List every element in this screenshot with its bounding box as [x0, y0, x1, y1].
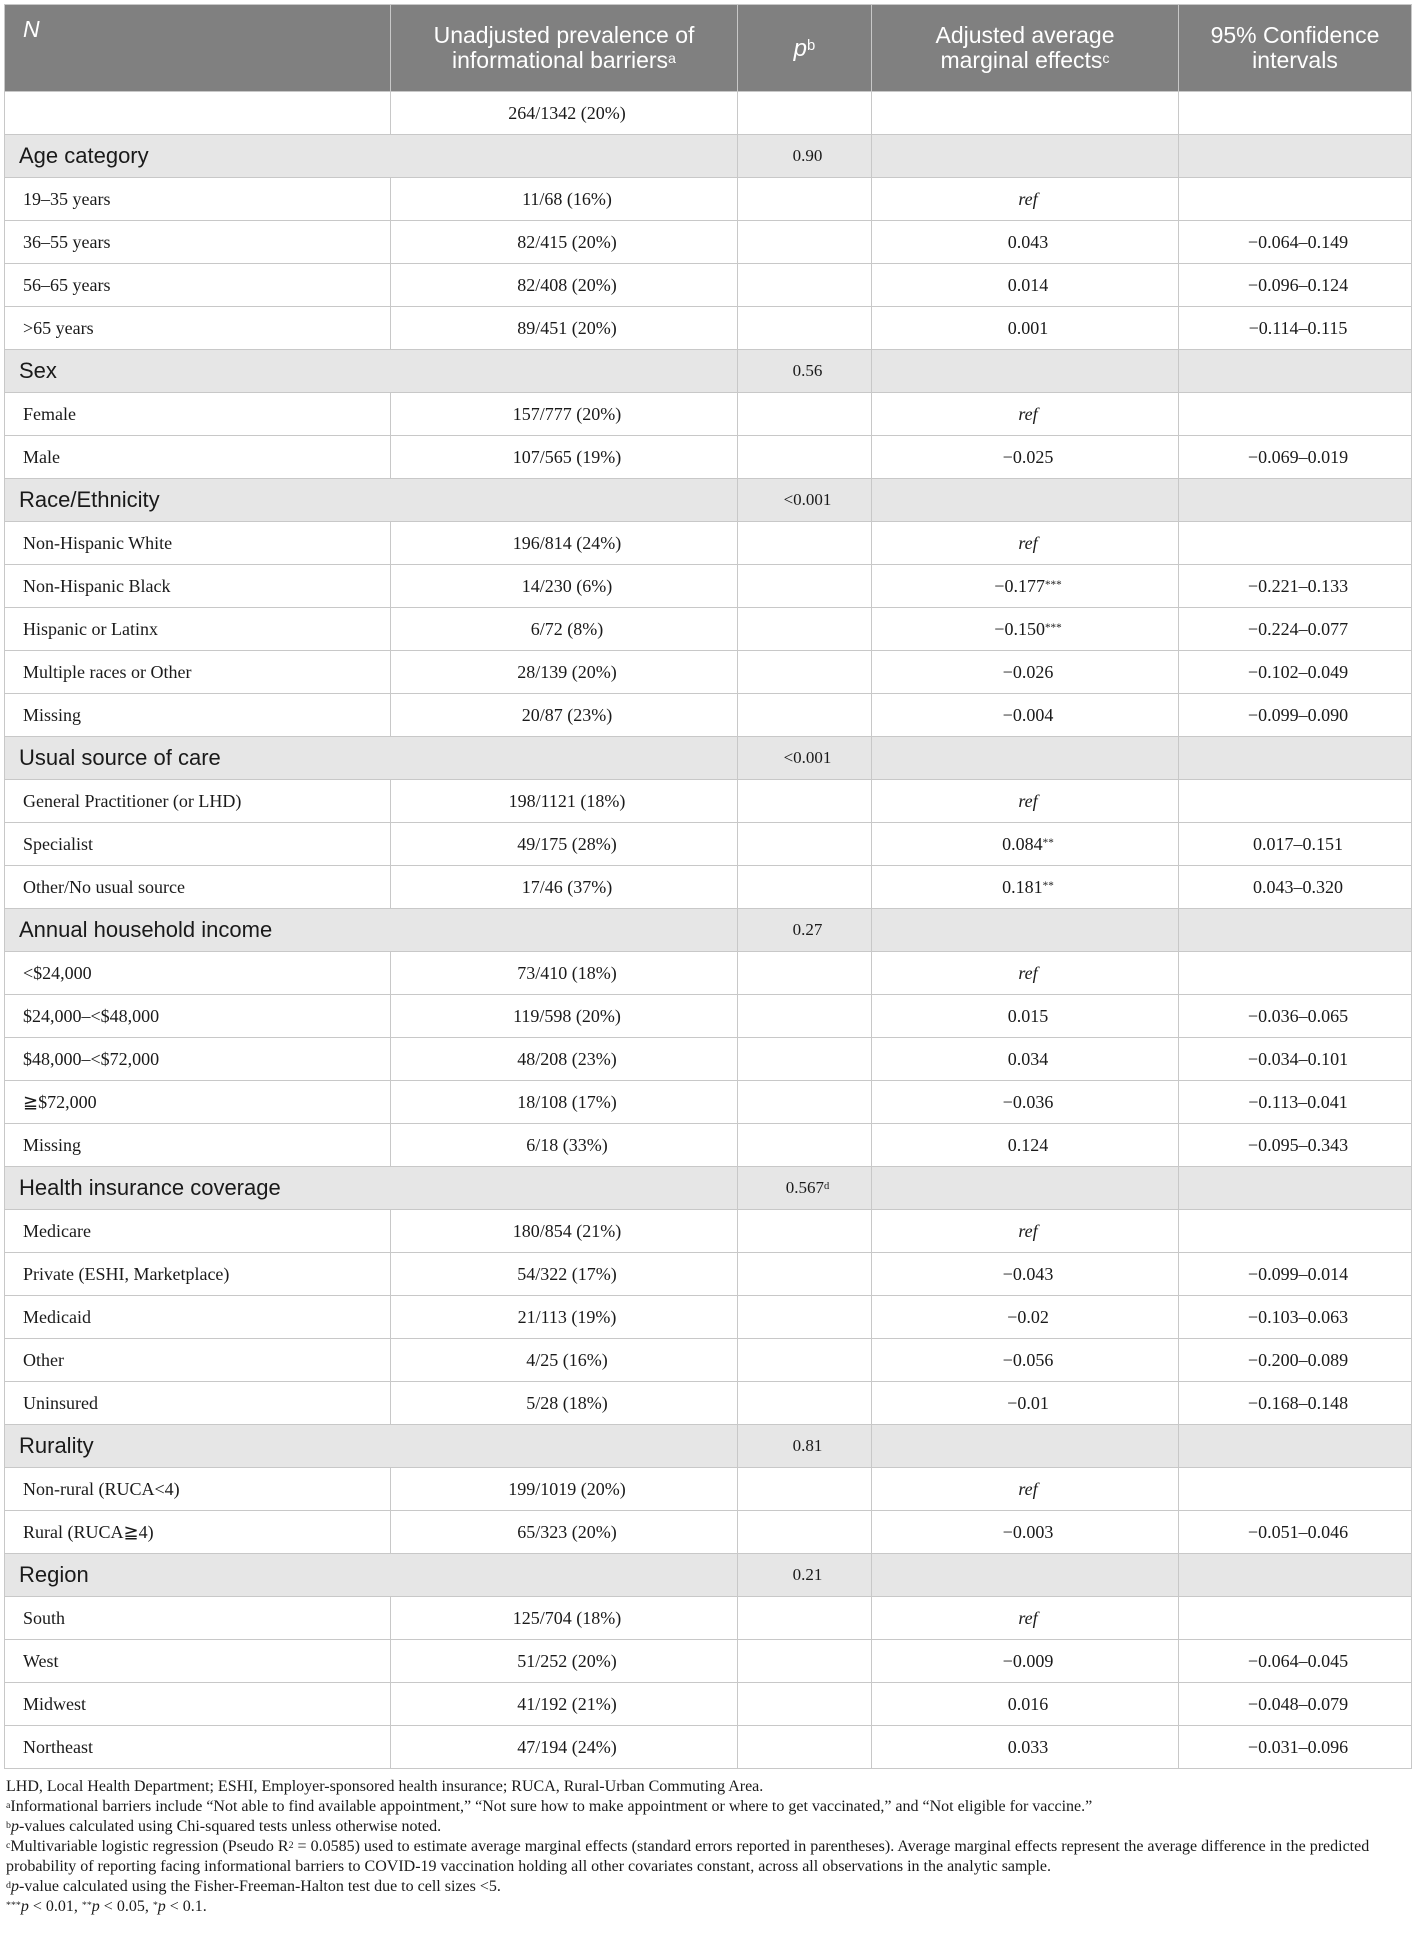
row-marginal-effect: −0.056	[872, 1339, 1179, 1382]
row-p-empty	[738, 694, 872, 737]
row-prevalence: 73/410 (18%)	[391, 952, 738, 995]
section-empty-cell	[1179, 1425, 1412, 1468]
row-label: Missing	[5, 694, 391, 737]
row-confidence-interval: −0.096–0.124	[1179, 264, 1412, 307]
section-header-row	[5, 1554, 1412, 1597]
table-row	[5, 307, 1412, 350]
row-confidence-interval: −0.114–0.115	[1179, 307, 1412, 350]
row-label: Northeast	[5, 1726, 391, 1769]
row-prevalence: 196/814 (24%)	[391, 522, 738, 565]
section-empty-cell	[1179, 909, 1412, 952]
row-label: West	[5, 1640, 391, 1683]
row-prevalence: 6/72 (8%)	[391, 608, 738, 651]
row-marginal-effect: −0.01	[872, 1382, 1179, 1425]
section-header-row	[5, 479, 1412, 522]
header-ci: 95% Confidence intervals	[1179, 5, 1412, 92]
row-label: Other	[5, 1339, 391, 1382]
row-confidence-interval: −0.221–0.133	[1179, 565, 1412, 608]
row-prevalence: 17/46 (37%)	[391, 866, 738, 909]
table-row	[5, 1511, 1412, 1554]
section-title: Race/Ethnicity	[5, 479, 738, 522]
row-confidence-interval	[1179, 393, 1412, 436]
table-row	[5, 393, 1412, 436]
footnote-abbrev: LHD, Local Health Department; ESHI, Employer-sponsored health insurance; RUCA, Rural-Urban Commuting Area.	[6, 1778, 764, 1795]
row-confidence-interval	[1179, 780, 1412, 823]
row-prevalence: 21/113 (19%)	[391, 1296, 738, 1339]
row-p-empty	[738, 1038, 872, 1081]
section-header-row	[5, 1167, 1412, 1210]
row-prevalence: 199/1019 (20%)	[391, 1468, 738, 1511]
row-prevalence: 157/777 (20%)	[391, 393, 738, 436]
row-prevalence: 180/854 (21%)	[391, 1210, 738, 1253]
row-prevalence: 54/322 (17%)	[391, 1253, 738, 1296]
row-marginal-effect: −0.043	[872, 1253, 1179, 1296]
table-row	[5, 178, 1412, 221]
row-label: $24,000–<$48,000	[5, 995, 391, 1038]
row-label: General Practitioner (or LHD)	[5, 780, 391, 823]
row-marginal-effect: −0.004	[872, 694, 1179, 737]
section-p-value: 0.567$^d$	[738, 1167, 872, 1210]
row-label: Non-rural (RUCA<4)	[5, 1468, 391, 1511]
total-ame	[872, 92, 1179, 135]
row-confidence-interval	[1179, 952, 1412, 995]
row-p-empty	[738, 1382, 872, 1425]
section-title: Sex	[5, 350, 738, 393]
row-p-empty	[738, 565, 872, 608]
row-marginal-effect: ref	[872, 1597, 1179, 1640]
header-row	[5, 5, 1412, 92]
section-empty-cell	[1179, 1554, 1412, 1597]
row-confidence-interval: −0.200–0.089	[1179, 1339, 1412, 1382]
row-marginal-effect: 0.014	[872, 264, 1179, 307]
row-label: Non-Hispanic White	[5, 522, 391, 565]
section-empty-cell	[872, 909, 1179, 952]
total-ci	[1179, 92, 1412, 135]
table-container	[4, 4, 1411, 1917]
row-prevalence: 49/175 (28%)	[391, 823, 738, 866]
row-prevalence: 5/28 (18%)	[391, 1382, 738, 1425]
section-p-value: 0.90	[738, 135, 872, 178]
row-label: 36–55 years	[5, 221, 391, 264]
row-prevalence: 4/25 (16%)	[391, 1339, 738, 1382]
row-p-empty	[738, 393, 872, 436]
row-confidence-interval: −0.102–0.049	[1179, 651, 1412, 694]
row-marginal-effect: ref	[872, 522, 1179, 565]
row-marginal-effect: −0.02	[872, 1296, 1179, 1339]
row-label: Female	[5, 393, 391, 436]
section-title: Age category	[5, 135, 738, 178]
row-marginal-effect: −0.003	[872, 1511, 1179, 1554]
row-p-empty	[738, 178, 872, 221]
table-row	[5, 522, 1412, 565]
footnote-significance: ***p < 0.01, **p < 0.05, *p < 0.1.	[6, 1898, 207, 1915]
row-confidence-interval: −0.064–0.149	[1179, 221, 1412, 264]
row-confidence-interval: −0.168–0.148	[1179, 1382, 1412, 1425]
table-row	[5, 1124, 1412, 1167]
row-marginal-effect: −0.036	[872, 1081, 1179, 1124]
results-table	[4, 4, 1412, 1769]
table-row	[5, 694, 1412, 737]
row-label: 19–35 years	[5, 178, 391, 221]
row-prevalence: 198/1121 (18%)	[391, 780, 738, 823]
row-confidence-interval: −0.095–0.343	[1179, 1124, 1412, 1167]
section-empty-cell	[872, 1554, 1179, 1597]
section-title: Rurality	[5, 1425, 738, 1468]
section-empty-cell	[1179, 737, 1412, 780]
table-row	[5, 651, 1412, 694]
section-p-value: 0.81	[738, 1425, 872, 1468]
total-prevalence: 264/1342 (20%)	[391, 92, 738, 135]
row-label: Missing	[5, 1124, 391, 1167]
table-row	[5, 1468, 1412, 1511]
row-label: <$24,000	[5, 952, 391, 995]
row-confidence-interval	[1179, 1468, 1412, 1511]
total-n	[5, 92, 391, 135]
row-p-empty	[738, 436, 872, 479]
row-marginal-effect: −0.177***	[872, 565, 1179, 608]
section-empty-cell	[872, 479, 1179, 522]
section-title: Usual source of care	[5, 737, 738, 780]
section-header-row	[5, 909, 1412, 952]
section-p-value: <0.001	[738, 479, 872, 522]
section-header-row	[5, 737, 1412, 780]
section-empty-cell	[872, 1425, 1179, 1468]
row-prevalence: 41/192 (21%)	[391, 1683, 738, 1726]
row-label: Uninsured	[5, 1382, 391, 1425]
row-confidence-interval: −0.224–0.077	[1179, 608, 1412, 651]
table-row	[5, 1339, 1412, 1382]
table-row	[5, 952, 1412, 995]
section-p-value: <0.001	[738, 737, 872, 780]
row-label: Multiple races or Other	[5, 651, 391, 694]
row-confidence-interval: −0.103–0.063	[1179, 1296, 1412, 1339]
row-prevalence: 89/451 (20%)	[391, 307, 738, 350]
section-empty-cell	[1179, 350, 1412, 393]
row-p-empty	[738, 1253, 872, 1296]
row-p-empty	[738, 1511, 872, 1554]
header-n: N	[5, 5, 391, 92]
table-row	[5, 1640, 1412, 1683]
row-confidence-interval: −0.113–0.041	[1179, 1081, 1412, 1124]
row-marginal-effect: ref	[872, 393, 1179, 436]
table-row	[5, 1296, 1412, 1339]
row-prevalence: 82/408 (20%)	[391, 264, 738, 307]
table-row	[5, 1726, 1412, 1769]
section-title: Health insurance coverage	[5, 1167, 738, 1210]
row-label: $48,000–<$72,000	[5, 1038, 391, 1081]
row-p-empty	[738, 1683, 872, 1726]
footnote-c: $^c$Multivariable logistic regression (Pseudo $R^2 = 0.0585$) used to estimate average marginal effects (standard errors reported in parentheses). Average marginal effects represent the average difference in the predicted probability of reporting facing informational barriers to COVID-19 vaccination holding all other covariates constant, across all observations in the analytic sample.	[6, 1838, 1370, 1875]
section-header-row	[5, 350, 1412, 393]
section-title: Annual household income	[5, 909, 738, 952]
row-confidence-interval	[1179, 522, 1412, 565]
table-row	[5, 823, 1412, 866]
row-marginal-effect: ref	[872, 178, 1179, 221]
row-prevalence: 107/565 (19%)	[391, 436, 738, 479]
row-p-empty	[738, 1296, 872, 1339]
row-marginal-effect: ref	[872, 952, 1179, 995]
row-p-empty	[738, 1726, 872, 1769]
row-prevalence: 18/108 (17%)	[391, 1081, 738, 1124]
total-row	[5, 92, 1412, 135]
section-p-value: 0.27	[738, 909, 872, 952]
row-prevalence: 125/704 (18%)	[391, 1597, 738, 1640]
table-row	[5, 780, 1412, 823]
row-label: Medicare	[5, 1210, 391, 1253]
row-label: ≧$72,000	[5, 1081, 391, 1124]
row-confidence-interval	[1179, 178, 1412, 221]
section-header-row	[5, 135, 1412, 178]
table-row	[5, 1683, 1412, 1726]
footnote-d: $^d$p-value calculated using the Fisher-Freeman-Halton test due to cell sizes <5.	[6, 1878, 501, 1895]
row-label: Midwest	[5, 1683, 391, 1726]
section-empty-cell	[872, 350, 1179, 393]
section-title: Region	[5, 1554, 738, 1597]
row-p-empty	[738, 780, 872, 823]
row-confidence-interval	[1179, 1210, 1412, 1253]
row-label: >65 years	[5, 307, 391, 350]
row-marginal-effect: −0.009	[872, 1640, 1179, 1683]
row-marginal-effect: 0.015	[872, 995, 1179, 1038]
row-label: Hispanic or Latinx	[5, 608, 391, 651]
row-p-empty	[738, 522, 872, 565]
row-marginal-effect: ref	[872, 780, 1179, 823]
row-confidence-interval: −0.048–0.079	[1179, 1683, 1412, 1726]
row-label: Non-Hispanic Black	[5, 565, 391, 608]
row-p-empty	[738, 995, 872, 1038]
row-p-empty	[738, 608, 872, 651]
footnote-b: $^b$p-values calculated using Chi-squared tests unless otherwise noted.	[6, 1818, 442, 1835]
row-label: 56–65 years	[5, 264, 391, 307]
table-row	[5, 1081, 1412, 1124]
row-p-empty	[738, 952, 872, 995]
row-label: Male	[5, 436, 391, 479]
row-prevalence: 20/87 (23%)	[391, 694, 738, 737]
row-p-empty	[738, 651, 872, 694]
row-marginal-effect: 0.001	[872, 307, 1179, 350]
row-label: South	[5, 1597, 391, 1640]
row-prevalence: 82/415 (20%)	[391, 221, 738, 264]
row-p-empty	[738, 264, 872, 307]
table-row	[5, 1038, 1412, 1081]
section-header-row	[5, 1425, 1412, 1468]
row-marginal-effect: 0.084**	[872, 823, 1179, 866]
row-label: Rural (RUCA≧4)	[5, 1511, 391, 1554]
row-marginal-effect: ref	[872, 1468, 1179, 1511]
section-empty-cell	[1179, 479, 1412, 522]
row-p-empty	[738, 1210, 872, 1253]
row-prevalence: 6/18 (33%)	[391, 1124, 738, 1167]
header-p: $p^b$	[738, 5, 872, 92]
row-marginal-effect: −0.025	[872, 436, 1179, 479]
row-marginal-effect: 0.181**	[872, 866, 1179, 909]
row-p-empty	[738, 866, 872, 909]
header-prevalence: Unadjusted prevalence of informational barriers$^a$	[391, 5, 738, 92]
row-confidence-interval: −0.034–0.101	[1179, 1038, 1412, 1081]
total-p	[738, 92, 872, 135]
table-row	[5, 866, 1412, 909]
footnote-a: $^a$Informational barriers include “Not able to find available appointment,” “Not sure how to make appointment or where to get vaccinated,” and “Not eligible for vaccine.”	[6, 1798, 1093, 1815]
table-row	[5, 1253, 1412, 1296]
table-row	[5, 1382, 1412, 1425]
row-label: Private (ESHI, Marketplace)	[5, 1253, 391, 1296]
table-footnotes	[4, 1777, 1411, 1917]
row-p-empty	[738, 1468, 872, 1511]
row-confidence-interval: −0.099–0.014	[1179, 1253, 1412, 1296]
section-p-value: 0.56	[738, 350, 872, 393]
row-prevalence: 28/139 (20%)	[391, 651, 738, 694]
section-p-value: 0.21	[738, 1554, 872, 1597]
row-p-empty	[738, 823, 872, 866]
row-marginal-effect: 0.033	[872, 1726, 1179, 1769]
row-p-empty	[738, 1124, 872, 1167]
row-confidence-interval	[1179, 1597, 1412, 1640]
row-marginal-effect: ref	[872, 1210, 1179, 1253]
row-confidence-interval: −0.064–0.045	[1179, 1640, 1412, 1683]
row-confidence-interval: 0.017–0.151	[1179, 823, 1412, 866]
table-row	[5, 1210, 1412, 1253]
row-prevalence: 14/230 (6%)	[391, 565, 738, 608]
table-row	[5, 436, 1412, 479]
row-confidence-interval: 0.043–0.320	[1179, 866, 1412, 909]
row-prevalence: 119/598 (20%)	[391, 995, 738, 1038]
row-marginal-effect: −0.150***	[872, 608, 1179, 651]
section-empty-cell	[872, 135, 1179, 178]
section-empty-cell	[1179, 135, 1412, 178]
row-p-empty	[738, 1339, 872, 1382]
row-confidence-interval: −0.099–0.090	[1179, 694, 1412, 737]
row-confidence-interval: −0.069–0.019	[1179, 436, 1412, 479]
row-label: Other/No usual source	[5, 866, 391, 909]
table-row	[5, 608, 1412, 651]
row-p-empty	[738, 1081, 872, 1124]
row-prevalence: 51/252 (20%)	[391, 1640, 738, 1683]
table-row	[5, 264, 1412, 307]
table-row	[5, 565, 1412, 608]
row-label: Specialist	[5, 823, 391, 866]
row-prevalence: 47/194 (24%)	[391, 1726, 738, 1769]
row-marginal-effect: −0.026	[872, 651, 1179, 694]
table-row	[5, 221, 1412, 264]
row-marginal-effect: 0.016	[872, 1683, 1179, 1726]
row-prevalence: 11/68 (16%)	[391, 178, 738, 221]
table-row	[5, 995, 1412, 1038]
row-prevalence: 48/208 (23%)	[391, 1038, 738, 1081]
section-empty-cell	[872, 1167, 1179, 1210]
table-row	[5, 1597, 1412, 1640]
row-p-empty	[738, 1640, 872, 1683]
row-marginal-effect: 0.124	[872, 1124, 1179, 1167]
row-marginal-effect: 0.043	[872, 221, 1179, 264]
header-ame: Adjusted average marginal effects$^c$	[872, 5, 1179, 92]
row-confidence-interval: −0.051–0.046	[1179, 1511, 1412, 1554]
row-confidence-interval: −0.031–0.096	[1179, 1726, 1412, 1769]
section-empty-cell	[1179, 1167, 1412, 1210]
row-p-empty	[738, 221, 872, 264]
row-label: Medicaid	[5, 1296, 391, 1339]
row-p-empty	[738, 307, 872, 350]
row-prevalence: 65/323 (20%)	[391, 1511, 738, 1554]
section-empty-cell	[872, 737, 1179, 780]
row-confidence-interval: −0.036–0.065	[1179, 995, 1412, 1038]
row-p-empty	[738, 1597, 872, 1640]
row-marginal-effect: 0.034	[872, 1038, 1179, 1081]
